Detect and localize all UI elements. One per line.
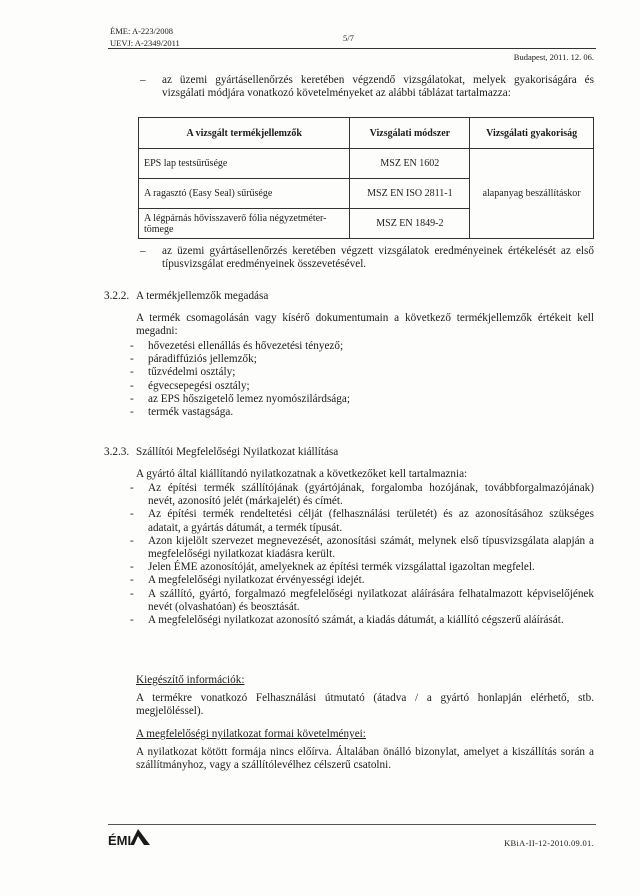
- document-code: KBiA-II-12-2010.09.01.: [504, 838, 594, 848]
- footer-divider: [108, 824, 596, 825]
- list-item: - Jelen ÉME azonosítóját, amelyeknek az építési termék vizsgálattal igazoltan megfelel.: [126, 561, 594, 574]
- intro-bullet-text: az üzemi gyártásellenőrzés keretében végzendő vizsgálatokat, melyek gyakoriságára és vizsgálati módjára vonatkozó követelményeket az alábbi táblázat tartalmazza:: [162, 74, 594, 100]
- list-item: - Az építési termék rendeltetési célját (felhasználási területét) és az azonosításához szükséges adatait, a gyártás dátumát, a termék típusát.: [126, 508, 594, 534]
- section-number: 3.2.3.: [104, 446, 130, 458]
- bullet-dash: –: [140, 245, 146, 257]
- table-row: [139, 149, 594, 179]
- table-header-cell: Vizsgálati módszer: [350, 118, 470, 149]
- test-table: [138, 117, 594, 239]
- table-header-row: [139, 118, 594, 149]
- method-cell: MSZ EN 1602: [350, 149, 470, 179]
- list-item: - hővezetési ellenállás és hővezetési tényező;: [126, 340, 594, 353]
- form-requirements-text: A nyilatkozat kötött formája nincs előírva. Általában önálló bizonylat, amelyet a kiszállítás során a szállítmányhoz, vagy a szállítólevélhez célszerű csatolni.: [136, 746, 594, 772]
- section-title: Szállítói Megfelelőségi Nyilatkozat kiállítása: [136, 446, 339, 458]
- section-title: A termékjellemzők megadása: [136, 290, 269, 302]
- section-3-2-2-intro: A termék csomagolásán vagy kísérő dokumentumain a következő termékjellemzők értékeit kell megadni:: [136, 312, 594, 338]
- list-item: - Az építési termék szállítójának (gyártójának, forgalomba hozójának, továbbforgalmazójának) nevét, azonosító jelét (márkajelét) és címét.: [126, 482, 594, 508]
- list-item: - égvecsepegési osztály;: [126, 380, 594, 393]
- emi-logo: [108, 826, 152, 848]
- list-item: - tűzvédelmi osztály;: [126, 366, 594, 379]
- bullet-dash: –: [140, 74, 146, 86]
- list-item: - A szállító, gyártó, forgalmazó megfelelőségi nyilatkozat aláírására felhatalmazott képviselőjének nevét (olvashatóan) és beosztását.: [126, 588, 594, 614]
- list-item: - Azon kijelölt szervezet megnevezését, azonosítási számát, melynek első típusvizsgálata alapján a megfelelőségi nyilatkozat kiadásra került.: [126, 535, 594, 561]
- section-3-2-3-intro: A gyártó által kiállítandó nyilatkozatnak a következőket kell tartalmaznia:: [136, 468, 468, 480]
- list-item: - A megfelelőségi nyilatkozat érvényességi idejét.: [126, 574, 594, 587]
- declaration-contents-list: [126, 482, 594, 627]
- list-item: - termék vastagsága.: [126, 406, 594, 419]
- page-number: 5/7: [343, 33, 354, 43]
- method-cell: MSZ EN ISO 2811-1: [350, 179, 470, 209]
- feature-cell: A légpárnás hővisszaverő fólia négyzetméter-tömege: [139, 209, 350, 239]
- table-header-cell: A vizsgált termékjellemzők: [139, 118, 350, 149]
- frequency-cell: alapanyag beszállításkor: [470, 149, 594, 239]
- table-header-cell: Vizsgálati gyakoriság: [470, 118, 594, 149]
- list-item: - az EPS hőszigetelő lemez nyomószilárdsága;: [126, 393, 594, 406]
- feature-cell: A ragasztó (Easy Seal) sűrűsége: [139, 179, 350, 209]
- section-number: 3.2.2.: [104, 290, 130, 302]
- evaluation-bullet-text: az üzemi gyártásellenőrzés keretében végzett vizsgálatok eredményeinek értékelését az első típusvizsgálat eredményeinek összevetésével.: [162, 245, 594, 271]
- logo-text: ÉMI: [108, 833, 132, 848]
- list-item: - A megfelelőségi nyilatkozat azonosító számát, a kiadás dátumát, a kiállító cégszerű aláírását.: [126, 614, 594, 627]
- method-cell: MSZ EN 1849-2: [350, 209, 470, 239]
- form-requirements-heading: A megfelelőségi nyilatkozat formai követelményei:: [136, 728, 366, 740]
- uevj-reference: UEVJ: A-2349/2011: [110, 38, 180, 48]
- supplementary-heading: Kiegészítő információk:: [136, 674, 245, 686]
- supplementary-text: A termékre vonatkozó Felhasználási útmutató (átadva / a gyártó honlapján elérhető, stb. megjelöléssel).: [136, 692, 594, 718]
- logo-triangle: [130, 829, 150, 845]
- eme-reference: ÉME: A-223/2008: [110, 26, 174, 36]
- header-references: [110, 25, 180, 49]
- header-divider: [108, 48, 596, 49]
- characteristics-list: [126, 340, 594, 419]
- place-date: Budapest, 2011. 12. 06.: [513, 52, 594, 62]
- list-item: - páradiffúziós jellemzők;: [126, 353, 594, 366]
- feature-cell: EPS lap testsűrűsége: [139, 149, 350, 179]
